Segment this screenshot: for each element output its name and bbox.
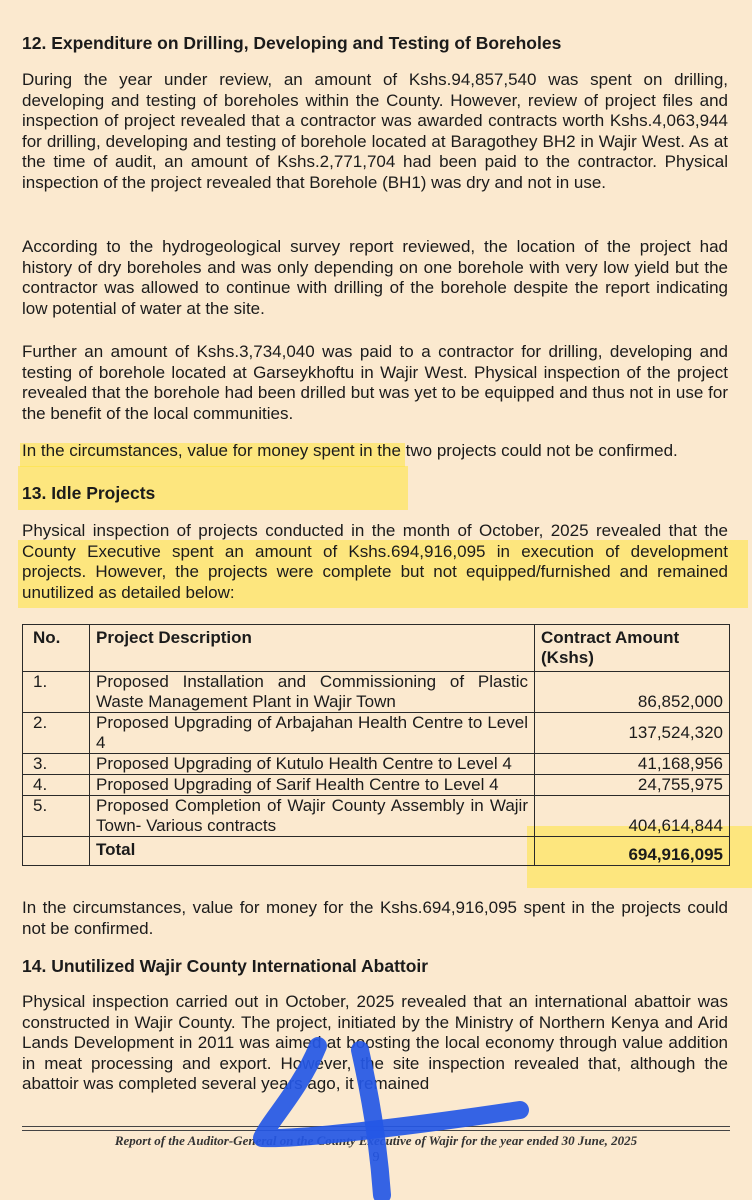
- row-no: 3.: [23, 754, 90, 775]
- section-12-conclusion: In the circumstances, value for money spent in the two projects could not be confirmed.: [22, 441, 678, 460]
- row-amount: 137,524,320: [535, 713, 730, 754]
- row-no: 5.: [23, 796, 90, 837]
- row-no: 2.: [23, 713, 90, 754]
- page-number: 9: [372, 1150, 380, 1165]
- table-header-row: [23, 625, 730, 672]
- footer-divider: [22, 1126, 730, 1127]
- row-no: 1.: [23, 672, 90, 713]
- row-description: Proposed Upgrading of Sarif Health Centre to Level 4: [90, 775, 535, 796]
- footer-divider: [22, 1130, 730, 1131]
- section-12-paragraph-2: According to the hydrogeological survey report reviewed, the location of the project had history of dry boreholes and was only depending on one borehole with very low yield but the contractor was allowed to continue with drilling of the borehole despite the report indicating low potential of water at the site.: [22, 237, 728, 318]
- table-row: [23, 672, 730, 713]
- row-description: Proposed Upgrading of Kutulo Health Centre to Level 4: [90, 754, 535, 775]
- table-total-row: [23, 837, 730, 866]
- section-12-heading: 12. Expenditure on Drilling, Developing and Testing of Boreholes: [22, 33, 562, 53]
- section-14-heading: 14. Unutilized Wajir County International Abattoir: [22, 956, 429, 976]
- section-12-paragraph-1: During the year under review, an amount of Kshs.94,857,540 was spent on drilling, developing and testing of boreholes within the County. However, review of project files and inspection of project revealed that a contractor was awarded contracts worth Kshs.4,063,944 for drilling, developing and testing of borehole located at Baragothey BH2 in Wajir West. As at the time of audit, an amount of Kshs.2,771,704 had been paid to the contractor. Physical inspection of the project revealed that Borehole (BH1) was dry and not in use.: [22, 70, 728, 192]
- section-12-paragraph-3: Further an amount of Kshs.3,734,040 was paid to a contractor for drilling, developing and testing of borehole located at Garseykhoftu in Wajir West. Physical inspection of the project revealed that the borehole had been drilled but was yet to be equipped and thus not in use for the benefit of the local communities.: [22, 342, 728, 423]
- row-amount: 86,852,000: [535, 672, 730, 713]
- row-description: Proposed Completion of Wajir County Assembly in Wajir Town- Various contracts: [90, 796, 535, 837]
- row-amount: 24,755,975: [535, 775, 730, 796]
- section-13-heading: 13. Idle Projects: [22, 483, 156, 503]
- row-description: Proposed Upgrading of Arbajahan Health Centre to Level 4: [90, 713, 535, 754]
- row-description: Proposed Installation and Commissioning of Plastic Waste Management Plant in Wajir Town: [90, 672, 535, 713]
- table-row: [23, 713, 730, 754]
- row-no: 4.: [23, 775, 90, 796]
- total-amount: 694,916,095: [535, 837, 730, 866]
- table-row: [23, 754, 730, 775]
- header-no: No.: [23, 625, 90, 672]
- row-amount: 41,168,956: [535, 754, 730, 775]
- page-footer: Report of the Auditor-General on the County Executive of Wajir for the year ended 30 June, 2025: [114, 1133, 638, 1148]
- table-row: [23, 796, 730, 837]
- row-amount: 404,614,844: [535, 796, 730, 837]
- header-description: Project Description: [90, 625, 535, 672]
- table-row: [23, 775, 730, 796]
- idle-projects-table: [22, 624, 730, 866]
- header-amount: Contract Amount (Kshs): [535, 625, 730, 672]
- total-label: Total: [90, 837, 535, 866]
- section-13-intro: Physical inspection of projects conducted in the month of October, 2025 revealed that the County Executive spent an amount of Kshs.694,916,095 in execution of development projects. However, the projects were complete but not equipped/furnished and remained unutilized as detailed below:: [22, 521, 728, 602]
- section-14-paragraph: Physical inspection carried out in October, 2025 revealed that an international abattoir was constructed in Wajir County. The project, initiated by the Ministry of Northern Kenya and Arid Lands Development in 2011 was aimed at boosting the local economy through value addition in meat processing and export. However, the site inspection revealed that, although the abattoir was completed several years ago, it remained: [22, 992, 728, 1094]
- section-13-conclusion: In the circumstances, value for money for the Kshs.694,916,095 spent in the projects could not be confirmed.: [22, 898, 728, 938]
